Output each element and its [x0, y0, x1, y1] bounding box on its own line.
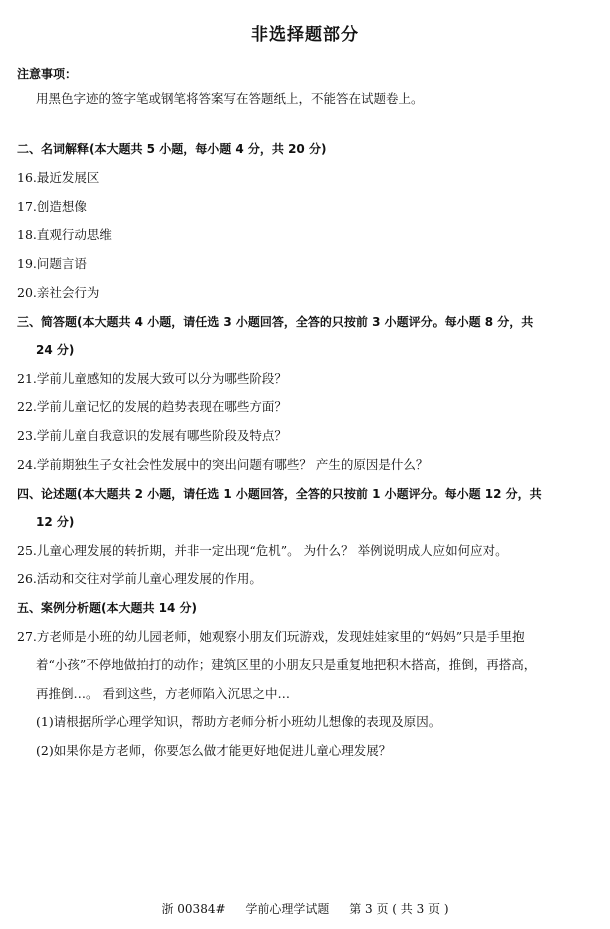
case-text-line: 着“小孩”不停地做拍打的动作；建筑区里的小朋友只是重复地把积木搭高，推倒，再搭高， — [36, 657, 537, 672]
list-item: 17.创造想像 — [17, 199, 87, 214]
list-item: 19.问题言语 — [17, 256, 87, 271]
exam-subject: 学前心理学试题 — [245, 902, 330, 916]
sub-question: (2)如果你是方老师，你要怎么做才能更好地促进儿童心理发展？ — [36, 743, 392, 758]
page-number: 第 3 页 ( 共 3 页 ) — [349, 902, 449, 916]
notice-heading: 注意事项： — [17, 67, 78, 81]
section5-heading: 五、案例分析题(本大题共 14 分) — [17, 601, 198, 615]
case-text-line: 27.方老师是小班的幼儿园老师，她观察小朋友们玩游戏，发现娃娃家里的“妈妈”只是手里抱 — [17, 629, 525, 644]
section4-heading-cont: 12 分) — [36, 515, 75, 529]
notice-text: 用黑色字迹的签字笔或钢笔将答案写在答题纸上，不能答在试题卷上。 — [36, 91, 424, 106]
list-item: 18.直观行动思维 — [17, 227, 112, 242]
list-item: 26.活动和交往对学前儿童心理发展的作用。 — [17, 571, 262, 586]
list-item: 21.学前儿童感知的发展大致可以分为哪些阶段？ — [17, 371, 287, 386]
section2-heading: 二、名词解释(本大题共 5 小题，每小题 4 分，共 20 分) — [17, 142, 327, 156]
exam-code: 浙 00384# — [161, 902, 226, 916]
list-item: 23.学前儿童自我意识的发展有哪些阶段及特点？ — [17, 428, 287, 443]
case-text-line: 再推倒…。 看到这些，方老师陷入沉思之中… — [36, 686, 290, 701]
list-item: 25.儿童心理发展的转折期，并非一定出现“危机”。 为什么？ 举例说明成人应如何应对。 — [17, 543, 508, 558]
section3-heading-cont: 24 分) — [36, 343, 75, 357]
section4-heading: 四、论述题(本大题共 2 小题，请任选 1 小题回答，全答的只按前 1 小题评分。每小题 12 分，共 — [17, 487, 542, 501]
sub-question: (1)请根据所学心理学知识，帮助方老师分析小班幼儿想像的表现及原因。 — [36, 714, 442, 729]
page-title: 非选择题部分 — [251, 25, 359, 45]
list-item: 20.亲社会行为 — [17, 285, 100, 300]
list-item: 22.学前儿童记忆的发展的趋势表现在哪些方面？ — [17, 399, 287, 414]
section3-heading: 三、简答题(本大题共 4 小题，请任选 3 小题回答，全答的只按前 3 小题评分。每小题 8 分，共 — [17, 315, 534, 329]
list-item: 16.最近发展区 — [17, 170, 100, 185]
page-footer — [0, 900, 610, 917]
list-item: 24.学前期独生子女社会性发展中的突出问题有哪些？ 产生的原因是什么？ — [17, 457, 429, 472]
